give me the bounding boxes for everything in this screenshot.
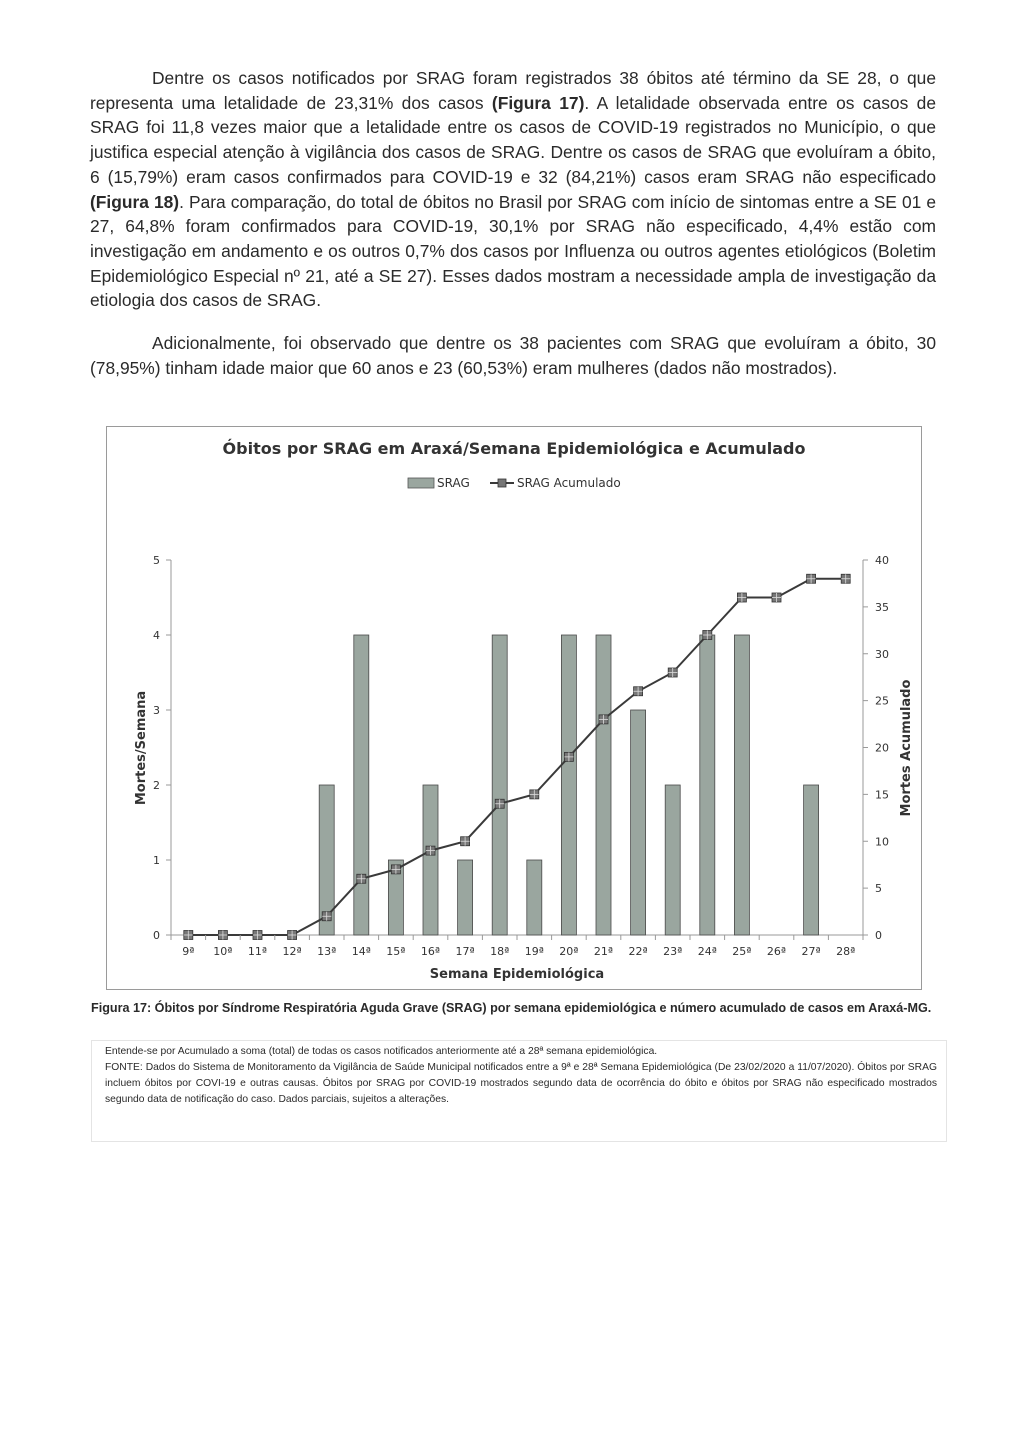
bar-srag bbox=[527, 860, 542, 935]
x-tick-label: 12ª bbox=[282, 945, 302, 958]
bar-srag bbox=[665, 785, 680, 935]
x-tick-label: 18ª bbox=[490, 945, 510, 958]
x-tick-label: 23ª bbox=[663, 945, 683, 958]
bar-srag bbox=[700, 635, 715, 935]
legend-marker-acumulado bbox=[498, 479, 506, 487]
x-tick-label: 16ª bbox=[420, 945, 441, 958]
y-tick-left-label: 0 bbox=[153, 929, 160, 942]
y-tick-right-label: 0 bbox=[875, 929, 882, 942]
line-srag-acumulado bbox=[184, 574, 850, 939]
y-axis-label-left: Mortes/Semana bbox=[134, 690, 149, 806]
y-tick-right-label: 40 bbox=[875, 554, 889, 567]
bar-srag bbox=[354, 635, 369, 935]
bar-srag bbox=[458, 860, 473, 935]
paragraph-srag-lethality bbox=[90, 66, 936, 313]
x-tick-label: 24ª bbox=[697, 945, 717, 958]
y-ticks-left bbox=[153, 554, 171, 942]
x-tick-label: 26ª bbox=[766, 945, 787, 958]
y-tick-left-label: 5 bbox=[153, 554, 160, 567]
x-tick-label: 15ª bbox=[386, 945, 406, 958]
bars-srag bbox=[319, 635, 818, 935]
x-axis-label: Semana Epidemiológica bbox=[429, 967, 605, 982]
y-tick-left-label: 1 bbox=[153, 854, 160, 867]
x-tick-label: 20ª bbox=[559, 945, 579, 958]
x-tick-label: 28ª bbox=[836, 945, 856, 958]
legend-swatch-srag bbox=[408, 478, 434, 488]
figure-caption: Figura 17: Óbitos por Síndrome Respiratória Aguda Grave (SRAG) por semana epidemiológica e número acumulado de casos em Araxá-MG. bbox=[91, 1001, 932, 1015]
x-tick-label: 25ª bbox=[732, 945, 752, 958]
figure-18-reference: (Figura 18) bbox=[90, 191, 180, 212]
y-tick-left-label: 4 bbox=[153, 629, 160, 642]
x-tick-label: 19ª bbox=[524, 945, 544, 958]
chart-legend bbox=[408, 476, 621, 490]
x-tick-label: 14ª bbox=[351, 945, 371, 958]
x-tick-label: 9ª bbox=[182, 945, 195, 958]
paragraph-patient-profile: Adicionalmente, foi observado que dentre os 38 pacientes com SRAG que evoluíram a óbito, 30 (78,95%) tinham idade maior que 60 anos e 23 (60,53%) eram mulheres (dados não mostrados). bbox=[90, 333, 936, 378]
y-tick-right-label: 25 bbox=[875, 694, 889, 708]
y-axis-label-right: Mortes Acumulado bbox=[899, 679, 914, 817]
paragraph-text-1: Dentre os casos notificados por SRAG foram registrados 38 óbitos até término da SE 28, o que representa uma letalidade de 23,31% dos casos bbox=[90, 68, 936, 113]
legend-label-acumulado: SRAG Acumulado bbox=[517, 476, 621, 490]
x-tick-label: 13ª bbox=[317, 945, 337, 958]
x-ticks bbox=[171, 935, 863, 958]
x-tick-label: 22ª bbox=[628, 945, 648, 958]
bar-srag bbox=[804, 785, 819, 935]
y-tick-left-label: 2 bbox=[153, 779, 160, 792]
y-tick-right-label: 35 bbox=[875, 600, 889, 614]
x-tick-label: 11ª bbox=[247, 945, 268, 958]
y-tick-left-label: 3 bbox=[153, 704, 160, 717]
y-tick-right-label: 15 bbox=[875, 788, 889, 802]
bar-srag bbox=[561, 635, 576, 935]
paragraph-text-2: . A letalidade observada entre os casos de SRAG foi 11,8 vezes maior que a letalidade entre os casos de COVID-19 registrados no Município, o que justifica especial atenção à vigilância dos casos de SRAG. Dentre os casos de SRAG que evoluíram a óbito, 6 (15,79%) eram casos confirmados para COVID-19 e 32 (84,21%) casos eram SRAG não especificado bbox=[90, 92, 936, 187]
chart-title: Óbitos por SRAG em Araxá/Semana Epidemiológica e Acumulado bbox=[222, 439, 806, 458]
y-ticks-right bbox=[863, 554, 889, 942]
bar-srag bbox=[734, 635, 749, 935]
legend-label-srag: SRAG bbox=[437, 476, 470, 490]
bar-srag bbox=[596, 635, 611, 935]
x-tick-label: 10ª bbox=[213, 945, 233, 958]
y-tick-right-label: 5 bbox=[875, 882, 882, 896]
y-tick-right-label: 30 bbox=[875, 647, 889, 661]
x-tick-label: 27ª bbox=[801, 945, 821, 958]
y-tick-right-label: 20 bbox=[875, 741, 889, 755]
note-acumulado-definition: Entende-se por Acumulado a soma (total) de todas os casos notificados anteriormente até a 28ª semana epidemiológica. bbox=[105, 1046, 658, 1057]
note-source: FONTE: Dados do Sistema de Monitoramento da Vigilância de Saúde Municipal notificados entre a 9ª e 28ª Semana Epidemiológica (De 23/02/2020 a 11/07/2020). Óbitos por SRAG incluem óbitos por COVI-19 e outras causas. Óbitos por SRAG por COVID-19 mostrados segundo data de ocorrência do óbito e óbitos por SRAG não especificado mostrados segundo data de notificação do caso. Dados parciais, sujeitos a alterações. bbox=[105, 1062, 937, 1105]
bar-srag bbox=[423, 785, 438, 935]
figure-17-reference: (Figura 17) bbox=[491, 92, 585, 113]
x-tick-label: 21ª bbox=[593, 945, 614, 958]
bar-srag bbox=[631, 710, 646, 935]
x-tick-label: 17ª bbox=[455, 945, 475, 958]
bar-srag bbox=[492, 635, 507, 935]
paragraph-text-3: . Para comparação, do total de óbitos no Brasil por SRAG com início de sintomas entre a SE 01 e 27, 64,8% foram confirmados para COVID-19, 30,1% por SRAG não especificado, 4,4% estão com investigação em andamento e os outros 0,7% dos casos por Influenza ou outros agentes etiológicos (Boletim Epidemiológico Especial nº 21, até a SE 27). Esses dados mostram a necessidade ampla de investigação da etiologia dos casos de SRAG. bbox=[90, 191, 936, 311]
srag-deaths-chart bbox=[106, 426, 922, 990]
y-tick-right-label: 10 bbox=[875, 835, 889, 849]
